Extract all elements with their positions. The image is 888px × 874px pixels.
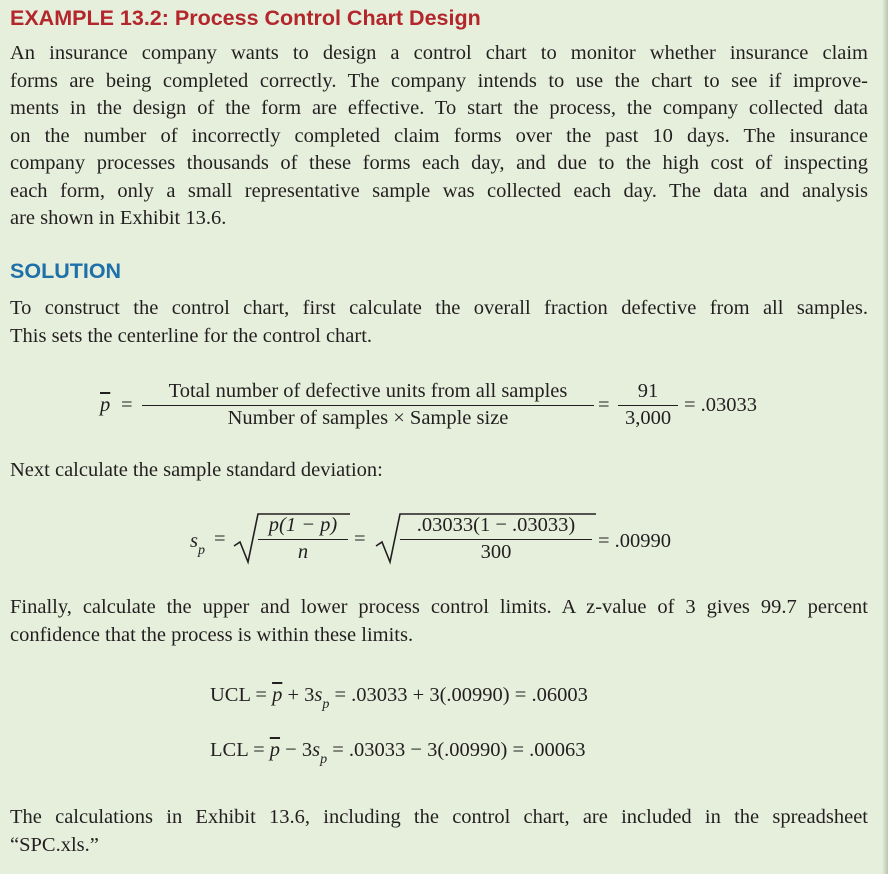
word-fraction bbox=[142, 380, 594, 430]
symbolic-radicand bbox=[258, 514, 348, 564]
lcl-rhs: = .03033 − 3(.00990) = .00063 bbox=[332, 739, 586, 761]
page-edge-shadow bbox=[882, 0, 888, 874]
ucl-rhs: = .03033 + 3(.00990) = .06003 bbox=[334, 684, 588, 706]
symbolic-radicand-denominator: n bbox=[297, 541, 309, 563]
intro-line: forms are being completed correctly. The company intends to use the chart to see if improve- bbox=[10, 69, 868, 92]
solution-line: This sets the centerline for the control chart. bbox=[10, 324, 373, 347]
intro-line: company processes thousands of these forms each day, and due to the high cost of inspecting bbox=[10, 152, 868, 174]
numeric-radicand bbox=[400, 514, 592, 564]
solution-line: “SPC.xls.” bbox=[10, 833, 99, 856]
solution-paragraph-2: Next calculate the sample standard deviation: bbox=[10, 459, 383, 481]
symbolic-radicand-numerator: p(1 − p) bbox=[258, 514, 348, 540]
solution-line: Finally, calculate the upper and lower process control limits. A z-value of 3 gives 99.7 percent bbox=[10, 596, 868, 618]
lcl-equation: LCL = $\overline{p} - 3s_p = .03033 - 3(.00990) = .00063$ bbox=[210, 739, 586, 767]
equals-sign: = bbox=[121, 394, 133, 416]
pbar-result: = .03033 bbox=[684, 394, 758, 416]
solution-line: The calculations in Exhibit 13.6, including the control chart, are included in the spreadsheet bbox=[10, 806, 868, 828]
example-heading: EXAMPLE 13.2: Process Control Chart Design bbox=[10, 6, 481, 30]
number-denominator: 3,000 bbox=[624, 407, 672, 429]
numeric-radicand-denominator: 300 bbox=[480, 541, 512, 563]
intro-line: each form, only a small representative sample was collected each day. The data and analysis bbox=[10, 179, 868, 202]
solution-line: To construct the control chart, first calculate the overall fraction defective from all samples. bbox=[10, 297, 868, 319]
intro-line: ments in the design of the form are effective. To start the process, the company collected data bbox=[10, 97, 868, 119]
ucl-label: UCL bbox=[210, 684, 251, 706]
word-denominator: Number of samples × Sample size bbox=[227, 407, 509, 429]
numeric-radicand-numerator: .03033(1 − .03033) bbox=[400, 514, 592, 540]
word-numerator: Total number of defective units from all samples bbox=[142, 380, 594, 406]
solution-paragraph-4 bbox=[10, 804, 868, 859]
equals-sign: = bbox=[354, 528, 366, 550]
intro-line: are shown in Exhibit 13.6. bbox=[10, 207, 227, 229]
solution-paragraph-1 bbox=[10, 295, 868, 350]
ucl-equation: UCL = $\overline{p} + 3s_p = .03033 + 3(.00990) = .06003$ bbox=[210, 684, 588, 712]
solution-heading: SOLUTION bbox=[10, 259, 122, 283]
intro-paragraph bbox=[10, 40, 868, 233]
intro-line: An insurance company wants to design a control chart to monitor whether insurance claim bbox=[10, 42, 868, 64]
equals-sign: = bbox=[598, 394, 610, 416]
number-fraction bbox=[618, 380, 678, 430]
sp-result: = .00990 bbox=[598, 530, 672, 552]
pbar-symbol: $\overline{p}$ bbox=[100, 394, 111, 416]
equals-sign: = bbox=[214, 528, 226, 550]
solution-line: confidence that the process is within these limits. bbox=[10, 623, 414, 646]
number-numerator: 91 bbox=[618, 380, 678, 406]
solution-paragraph-3 bbox=[10, 594, 868, 649]
lcl-label: LCL bbox=[210, 739, 248, 761]
sp-symbol: $s_p$ bbox=[190, 530, 205, 558]
intro-line: on the number of incorrectly completed claim forms over the past 10 days. The insurance bbox=[10, 124, 868, 147]
